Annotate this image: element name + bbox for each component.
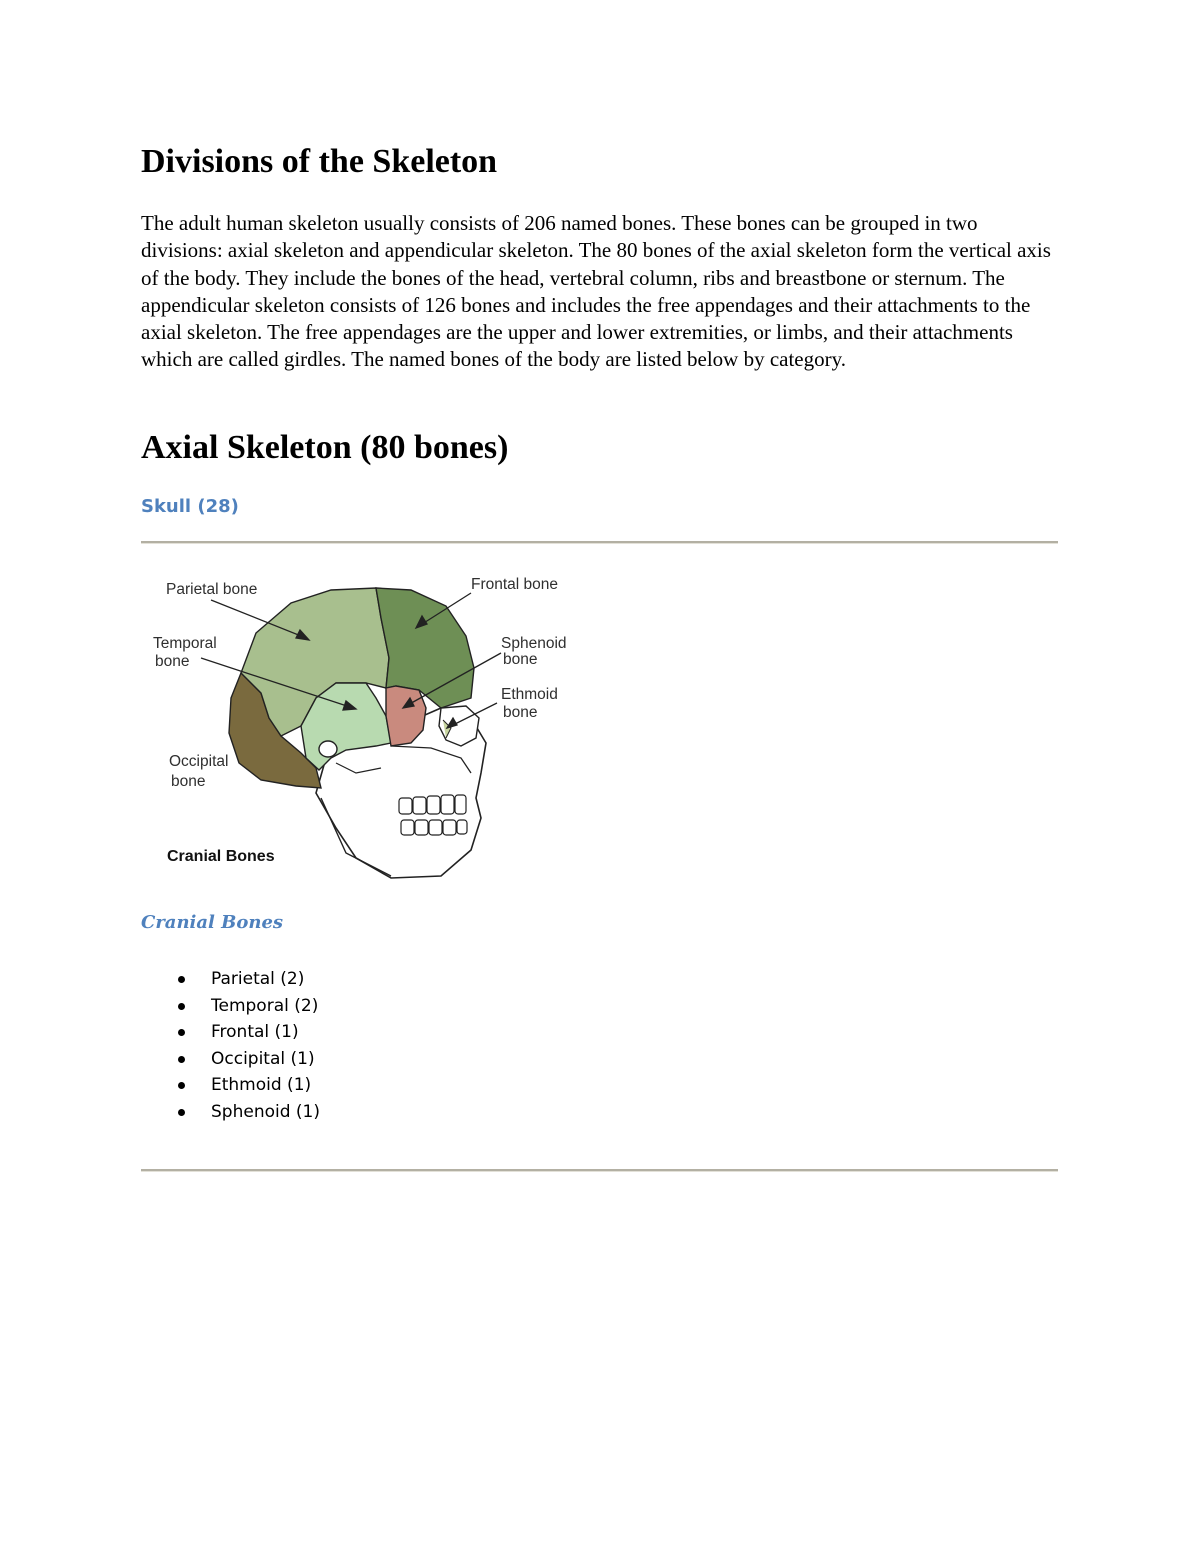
- bone-name: Sphenoid (1): [211, 1101, 320, 1122]
- axial-skeleton-heading: Axial Skeleton (80 bones): [141, 429, 509, 466]
- label-ethmoid-bone-line2: bone: [503, 704, 538, 721]
- list-item: [141, 966, 320, 993]
- bone-name: Temporal (2): [211, 995, 319, 1016]
- label-temporal-bone-line2: bone: [155, 653, 190, 670]
- bone-name: Frontal (1): [211, 1022, 299, 1043]
- diagram-caption: Cranial Bones: [167, 848, 275, 865]
- bone-name: Occipital (1): [211, 1048, 315, 1069]
- list-item: [141, 993, 320, 1020]
- label-ethmoid-bone-line1: Ethmoid: [501, 686, 558, 703]
- bone-name: Ethmoid (1): [211, 1075, 312, 1096]
- intro-paragraph: The adult human skeleton usually consists of 206 named bones. These bones can be grouped in two divisions: axial skeleton and appendicular skeleton. The 80 bones of the axial skeleton form the vertical axis of the body. They include the bones of the head, vertebral column, ribs and breastbone or sternum. The appendicular skeleton consists of 126 bones and includes the free appendages and their attachments to the axial skeleton. The free appendages are the upper and lower extremities, or limbs, and their attachments which are called girdles. The named bones of the body are listed below by category.: [141, 211, 1051, 372]
- bullet-icon: [178, 1056, 185, 1063]
- horizontal-rule: [141, 1169, 1058, 1172]
- label-sphenoid-bone-line1: Sphenoid: [501, 635, 567, 652]
- label-occipital-bone-line1: Occipital: [169, 753, 229, 770]
- cranial-bones-diagram: [141, 558, 581, 888]
- label-parietal-bone: Parietal bone: [166, 581, 258, 598]
- bullet-icon: [178, 1029, 185, 1036]
- skull-illustration: [201, 588, 501, 878]
- skull-heading: Skull (28): [141, 496, 239, 517]
- bullet-icon: [178, 1109, 185, 1116]
- label-frontal-bone: Frontal bone: [471, 576, 559, 593]
- label-occipital-bone-line2: bone: [171, 773, 206, 790]
- list-item: [141, 1019, 320, 1046]
- horizontal-rule: [141, 541, 1058, 544]
- bullet-icon: [178, 1003, 185, 1010]
- cranial-bones-list: [141, 966, 320, 1126]
- cranial-bones-heading: Cranial Bones: [141, 912, 284, 933]
- list-item: [141, 1072, 320, 1099]
- ear-canal-shape: [319, 741, 337, 757]
- list-item: [141, 1046, 320, 1073]
- label-sphenoid-bone-line2: bone: [503, 651, 538, 668]
- bullet-icon: [178, 1082, 185, 1089]
- page-title: Divisions of the Skeleton: [141, 143, 498, 180]
- bullet-icon: [178, 976, 185, 983]
- bone-name: Parietal (2): [211, 969, 305, 989]
- label-temporal-bone-line1: Temporal: [153, 635, 217, 652]
- list-item: [141, 1099, 320, 1126]
